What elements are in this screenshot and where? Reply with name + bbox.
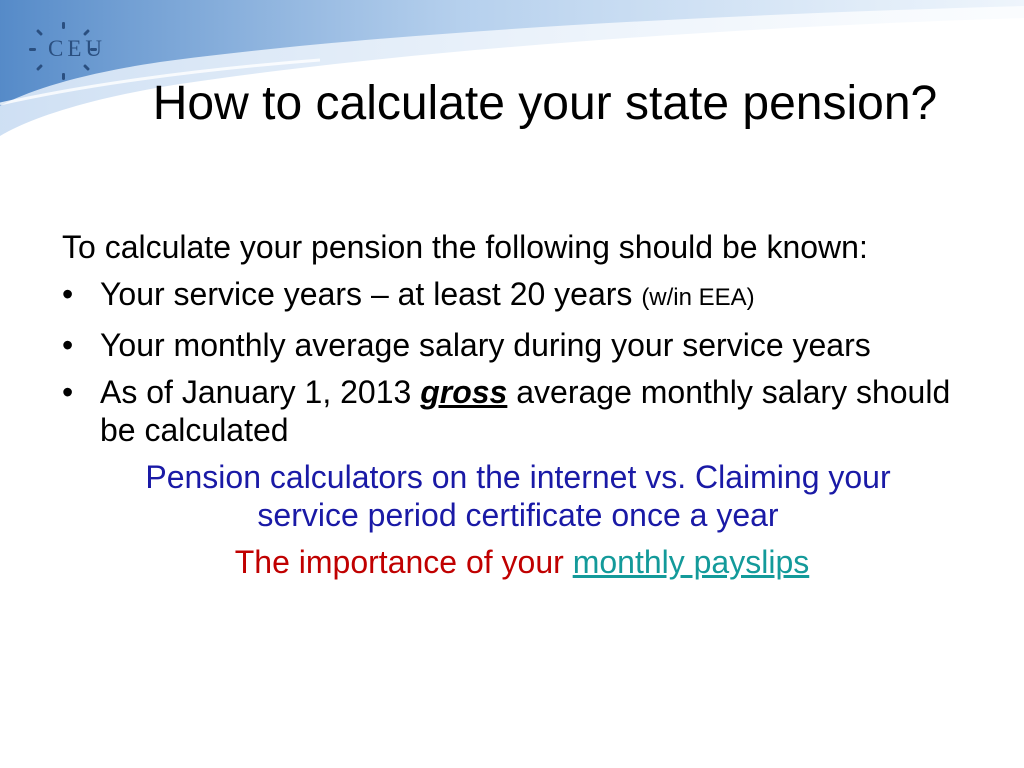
bullet-text: Your monthly average salary during your service years: [100, 327, 871, 363]
logo-text: CEU: [48, 36, 106, 61]
gross-emphasis: gross: [420, 374, 508, 410]
bullet-text-after: average monthly salary should be calculated: [100, 374, 951, 448]
bullet-icon: •: [62, 374, 74, 410]
monthly-payslips-link[interactable]: monthly payslips: [572, 544, 810, 580]
bullet-icon: •: [62, 327, 74, 363]
bullet-text: Your service years – at least 20 years: [100, 276, 633, 312]
payslips-line: [62, 543, 982, 581]
bullet-service-years: [62, 275, 982, 317]
bullet-gross-salary: [62, 373, 982, 449]
bullet-icon: •: [62, 276, 74, 312]
bullet-text-before: As of January 1, 2013: [100, 374, 412, 410]
slide-title: How to calculate your state pension?: [152, 77, 938, 130]
slide-body: [62, 228, 982, 581]
bullet-average-salary: [62, 326, 982, 364]
payslips-prefix: The importance of your: [234, 544, 564, 580]
intro-text: To calculate your pension the following should be known:: [62, 229, 868, 265]
calculators-text: Pension calculators on the internet vs. Claiming your service period certificate once a year: [145, 459, 891, 533]
bullet-note: (w/in EEA): [641, 284, 755, 311]
